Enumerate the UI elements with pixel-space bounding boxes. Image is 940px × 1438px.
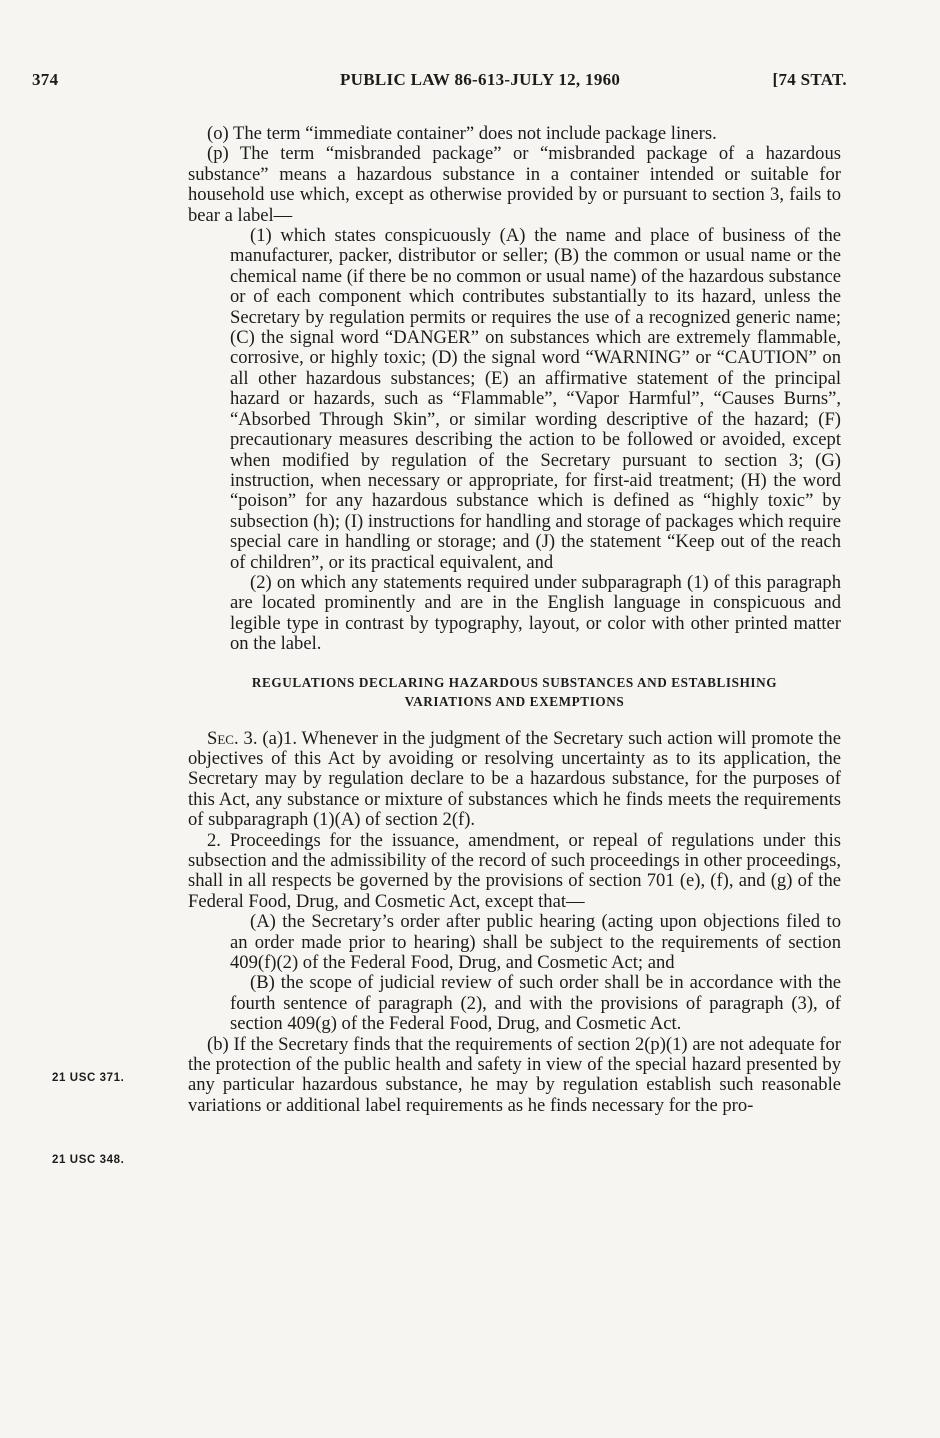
section-3-a1 (188, 729, 841, 831)
section-heading (188, 673, 841, 711)
margin-note-usc-371: 21 USC 371. (52, 1072, 125, 1084)
running-header (32, 70, 847, 100)
section-3-b: (b) If the Secretary finds that the requirements of section 2(p)(1) are not adequate for the protection of the public health and safety in view of the special hazard presented by any particular hazardous substance, he may by regulation establish such reasonable variations or additional label requirements as he finds necessary for the pro- (188, 1033, 841, 1116)
section-heading-line1: REGULATIONS DECLARING HAZARDOUS SUBSTANCES AND ESTABLISHING (251, 674, 778, 690)
section-3-a2: 2. Proceedings for the issuance, amendment, or repeal of regulations under this subsection and the admissibility of the record of such proceedings in other proceedings, shall in all respects be governed by the provisions of section 701 (e), (f), and (g) of the Federal Food, Drug, and Cosmetic Act, except that— (188, 829, 841, 912)
page-body (188, 124, 841, 1116)
running-title: PUBLIC LAW 86-613-JULY 12, 1960 (340, 70, 621, 89)
clause-B: (B) the scope of judicial review of such order shall be in accordance with the fourth sentence of paragraph (2), and with the provisions of paragraph (3), of section 409(g) of the Federal Food, Drug, and Cosmetic Act. (230, 972, 841, 1035)
section-3-a1-text: (a)1. Whenever in the judgment of the Secretary such action will promote the objectives of this Act by avoiding or resolving uncertainty as to its application, the Secretary may by regulation declare to be a hazardous substance, for the purposes of this Act, any substance or mixture of substances which he finds meets the requirements of subparagraph (1)(A) of section 2(f). (188, 727, 841, 831)
clause-A: (A) the Secretary’s order after public hearing (acting upon objections filed to an order made prior to hearing) shall be subject to the requirements of section 409(f)(2) of the Federal Food, Drug, and Cosmetic Act; and (230, 911, 841, 974)
statute-reference: [74 STAT. (772, 70, 847, 89)
paragraph-p-intro: (p) The term “misbranded package” or “misbranded package of a hazardous substance” means a hazardous substance in a container intended or suitable for household use which, except as otherwise provided by or pursuant to section 3, fails to bear a label— (188, 143, 841, 226)
subparagraph-p2: (2) on which any statements required under subparagraph (1) of this paragraph are located prominently and are in the English language in conspicuous and legible type in contrast by typography, layout, or color with other printed matter on the label. (230, 571, 841, 655)
subparagraph-p1: (1) which states conspicuously (A) the name and place of business of the manufacturer, packer, distributor or seller; (B) the common or usual name or the chemical name (if there be no common or usual name) of the hazardous substance or of each component which contributes substantially to its hazard, unless the Secretary by regulation permits or requires the use of a recognized generic name; (C) the signal word “DANGER” on substances which are extremely flammable, corrosive, or highly toxic; (D) the signal word “WARNING” or “CAUTION” on all other hazardous substances; (E) an affirmative statement of the principal hazard or hazards, such as “Flammable”, “Vapor Harmful”, “Causes Burns”, “Absorbed Through Skin”, or similar wording descriptive of the hazard; (F) precautionary measures describing the action to be followed or avoided, except when modified by regulation of the Secretary pursuant to section 3; (G) instruction, when necessary or appropriate, for first-aid treatment; (H) the word “poison” for any hazardous substance which is defined as “highly toxic” by subsection (h); (I) instructions for handling and storage of packages which require special care in handling or storage; and (J) the statement “Keep out of the reach of children”, or its practical equivalent, and (230, 225, 841, 573)
page-number: 374 (32, 70, 59, 89)
paragraph-o: (o) The term “immediate container” does not include package liners. (207, 123, 717, 144)
section-heading-line2: VARIATIONS AND EXEMPTIONS (404, 693, 625, 709)
margin-note-usc-348: 21 USC 348. (52, 1154, 125, 1166)
section-label: Sec. 3. (207, 727, 258, 749)
